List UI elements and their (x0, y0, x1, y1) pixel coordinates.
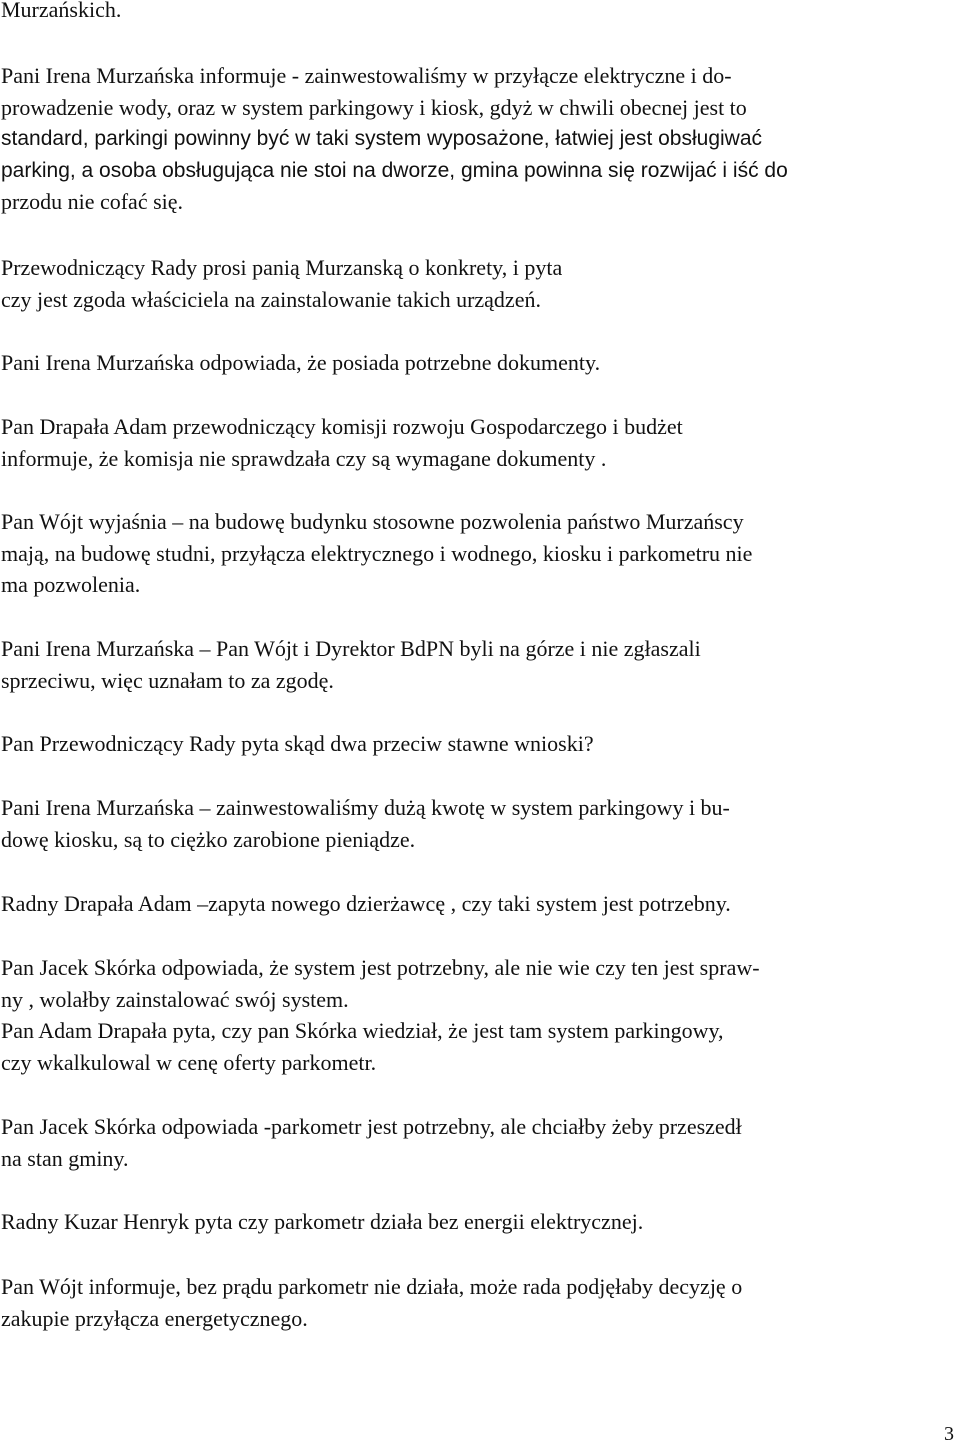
paragraph-line: Pan Drapała Adam przewodniczący komisji rozwoju Gospodarczego i budżet (1, 414, 683, 439)
paragraph-murzanska-investment (1, 60, 931, 218)
paragraph-line: ma pozwolenia. (1, 572, 141, 597)
paragraph-line: Pani Irena Murzańska odpowiada, że posiada potrzebne dokumenty. (1, 350, 601, 375)
paragraph-chairman-conflict (1, 728, 931, 760)
paragraph-line: czy jest zgoda właściciela na zainstalowanie takich urządzeń. (1, 286, 541, 312)
paragraph-line: zakupie przyłącza energetycznego. (1, 1305, 308, 1331)
paragraph-chairman-question (1, 252, 931, 315)
paragraph-line: przodu nie cofać się. (1, 189, 184, 214)
paragraph-murzanska-consent (1, 633, 931, 696)
paragraph-line: Pan Wójt wyjaśnia – na budowę budynku stosowne pozwolenia państwo Murzańscy (1, 509, 744, 534)
paragraph-line: czy wkalkulowal w cenę oferty parkometr. (1, 1049, 377, 1075)
paragraph-line: Pani Irena Murzańska informuje - zainwestowaliśmy w przyłącze elektryczne i do- (1, 63, 732, 88)
paragraph-kuzar-question (1, 1206, 931, 1238)
paragraph-line: na stan gminy. (1, 1145, 129, 1171)
paragraph-line: prowadzenie wody, oraz w system parkingowy i kiosk, gdyż w chwili obecnej jest to (1, 94, 747, 120)
paragraph-murzanska-documents (1, 347, 931, 379)
paragraph-line: Radny Kuzar Henryk pyta czy parkometr działa bez energii elektrycznej. (1, 1209, 644, 1234)
paragraph-drapala-commission (1, 411, 931, 474)
paragraph-skorka-parkometer (1, 1111, 931, 1174)
paragraph-line: Pani Irena Murzańska – zainwestowaliśmy dużą kwotę w system parkingowy i bu- (1, 795, 730, 820)
paragraph-line: dowę kiosku, są to ciężko zarobione pieniądze. (1, 826, 416, 852)
page-number: 3 (944, 1423, 954, 1445)
paragraph-line: Pan Wójt informuje, bez prądu parkometr nie działa, może rada podjęłaby decyzję o (1, 1274, 743, 1299)
paragraph-skorka-system (1, 952, 931, 1078)
paragraph-wojt-explains (1, 506, 931, 601)
paragraph-line: ny , wolałby zainstalować swój system. (1, 986, 349, 1012)
paragraph-wojt-electricity (1, 1271, 931, 1334)
paragraph-line: Pan Jacek Skórka odpowiada -parkometr jest potrzebny, ale chciałby żeby przeszedł (1, 1114, 742, 1139)
paragraph-line: Pani Irena Murzańska – Pan Wójt i Dyrektor BdPN byli na górze i nie zgłaszali (1, 636, 701, 661)
paragraph-line: sprzeciwu, więc uznałam to za zgodę. (1, 667, 334, 693)
paragraph-line: parking, a osoba obsługująca nie stoi na dworze, gmina powinna się rozwijać i iść do (1, 158, 788, 182)
paragraph-line: Pan Przewodniczący Rady pyta skąd dwa przeciw stawne wnioski? (1, 731, 594, 756)
paragraph-line: Przewodniczący Rady prosi panią Murzanską o konkrety, i pyta (1, 255, 563, 280)
paragraph-line: informuje, że komisja nie sprawdzała czy są wymagane dokumenty . (1, 445, 607, 471)
paragraph-drapala-tenant-question (1, 888, 931, 920)
paragraph-line: Pan Adam Drapała pyta, czy pan Skórka wiedział, że jest tam system parkingowy, (1, 1018, 724, 1043)
paragraph-line: Radny Drapała Adam –zapyta nowego dzierżawcę , czy taki system jest potrzebny. (1, 891, 731, 916)
paragraph-murzanska-funds (1, 792, 931, 855)
paragraph-line: mają, na budowę studni, przyłącza elektrycznego i wodnego, kiosku i parkometru nie (1, 540, 753, 566)
top-fragment-text: Murzańskich. (1, 0, 122, 22)
paragraph-line: Pan Jacek Skórka odpowiada, że system jest potrzebny, ale nie wie czy ten jest spraw- (1, 955, 760, 980)
paragraph-line: standard, parkingi powinny być w taki system wyposażone, łatwiej jest obsługiwać (1, 127, 763, 150)
